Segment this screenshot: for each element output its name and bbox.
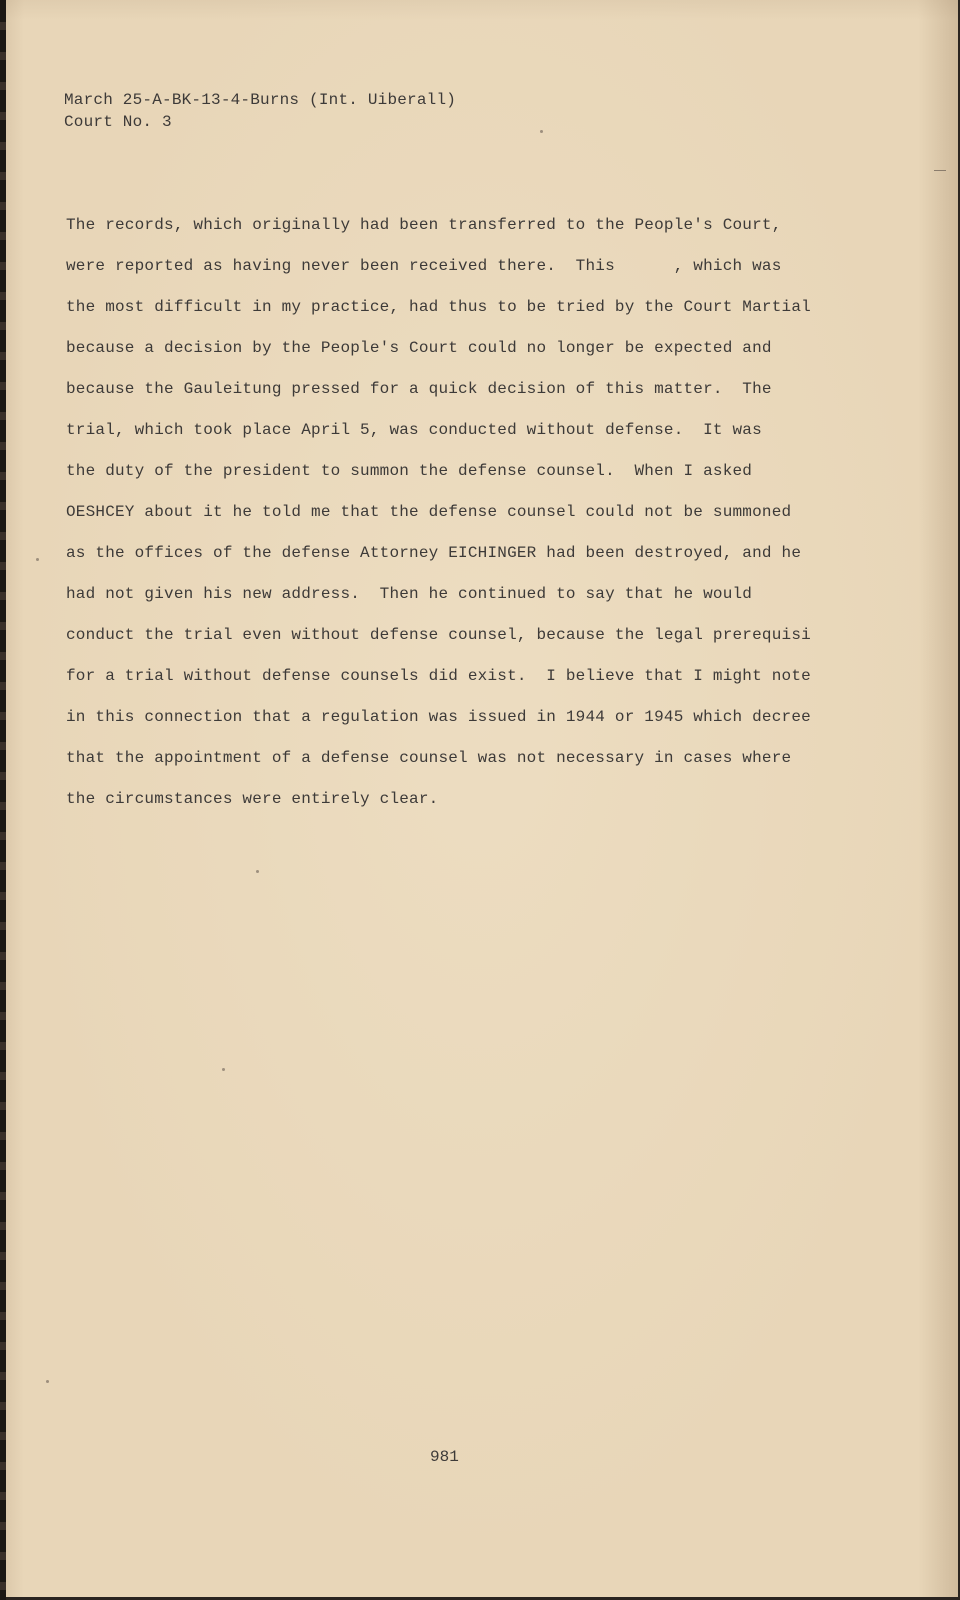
paper-speck — [222, 1068, 225, 1071]
body-line: The records, which originally had been transferred to the People's Court, — [66, 216, 782, 234]
header-court: Court No. 3 — [64, 113, 172, 131]
paper-speck — [256, 870, 259, 873]
body-line: conduct the trial even without defense counsel, because the legal prerequisi — [66, 626, 811, 644]
body-line: because a decision by the People's Court could no longer be expected and — [66, 339, 772, 357]
header-reference: March 25-A-BK-13-4-Burns (Int. Uiberall) — [64, 91, 457, 109]
body-line: were reported as having never been received there. This , which was — [66, 257, 782, 275]
body-line: the most difficult in my practice, had thus to be tried by the Court Martial — [66, 298, 811, 316]
body-line: for a trial without defense counsels did exist. I believe that I might note — [66, 667, 811, 685]
paper-speck — [36, 558, 39, 561]
page-number: 981 — [430, 1448, 459, 1466]
body-line: the duty of the president to summon the defense counsel. When I asked — [66, 462, 753, 480]
paper-speck — [540, 130, 543, 133]
body-line: the circumstances were entirely clear. — [66, 790, 439, 808]
body-line: because the Gauleitung pressed for a quick decision of this matter. The — [66, 380, 772, 398]
document-page — [6, 0, 958, 1597]
body-line: trial, which took place April 5, was conducted without defense. It was — [66, 421, 762, 439]
body-line: had not given his new address. Then he continued to say that he would — [66, 585, 753, 603]
body-line: OESHCEY about it he told me that the defense counsel could not be summoned — [66, 503, 792, 521]
body-line: as the offices of the defense Attorney EICHINGER had been destroyed, and he — [66, 544, 802, 562]
margin-mark — [934, 170, 946, 171]
paper-speck — [46, 1380, 49, 1383]
body-line: that the appointment of a defense counsel was not necessary in cases where — [66, 749, 792, 767]
body-line: in this connection that a regulation was issued in 1944 or 1945 which decree — [66, 708, 811, 726]
